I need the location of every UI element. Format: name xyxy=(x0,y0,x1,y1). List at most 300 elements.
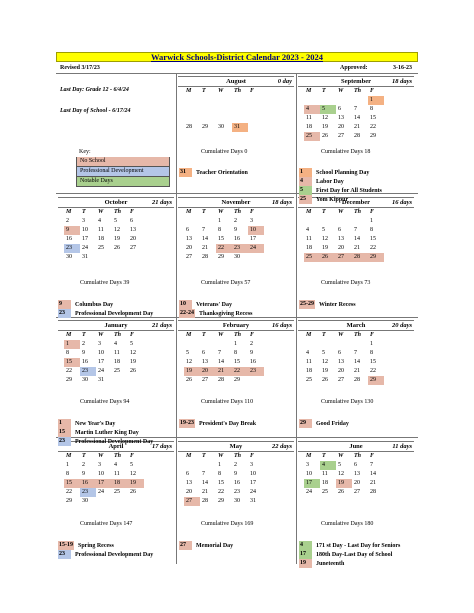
day-cell: 27 xyxy=(354,489,360,495)
day-cell xyxy=(200,96,216,105)
cumulative-days-august: Cumulative Days 0 xyxy=(201,149,248,155)
event-title: Good Friday xyxy=(316,420,349,427)
event-title: Professional Development Day xyxy=(75,551,154,558)
day-cell: 4 xyxy=(306,227,309,233)
day-cell xyxy=(184,96,200,105)
day-cell: 24 xyxy=(250,489,256,495)
day-cell: 16 xyxy=(80,479,96,488)
event-date: 4 xyxy=(299,177,312,186)
day-cell: 27 xyxy=(338,377,344,383)
day-cell xyxy=(304,340,320,349)
month-day-count: 21 days xyxy=(151,199,172,206)
day-cell: 12 xyxy=(322,236,328,242)
day-cell xyxy=(216,105,232,114)
day-cell: 22 xyxy=(232,367,248,376)
day-cell: 11 xyxy=(114,350,120,356)
event-date: 17 xyxy=(299,550,312,559)
day-cell: 12 xyxy=(114,227,120,233)
day-cell xyxy=(232,114,248,123)
event-date: 15 xyxy=(58,428,71,437)
day-cell: 2 xyxy=(82,462,85,468)
event-jun xyxy=(299,559,344,568)
cumulative-days-september: Cumulative Days 18 xyxy=(321,149,371,155)
day-cell: 14 xyxy=(218,359,224,365)
key-notable: Notable Days xyxy=(76,177,170,187)
event-title: Martin Luther King Day xyxy=(75,429,139,436)
day-cell: 28 xyxy=(354,377,360,383)
day-cell: 13 xyxy=(202,359,208,365)
day-cell: 20 xyxy=(186,245,192,251)
event-title: Columbus Day xyxy=(75,301,114,308)
event-date: 23 xyxy=(58,550,71,559)
day-cell: 14 xyxy=(354,236,360,242)
weekday-header: F xyxy=(250,209,255,215)
day-cell: 13 xyxy=(338,359,344,365)
day-cell xyxy=(248,96,264,105)
weekday-header: F xyxy=(370,453,375,459)
day-cell: 14 xyxy=(354,115,360,121)
event-date: 23 xyxy=(58,437,71,446)
month-grid-august xyxy=(184,87,264,132)
day-cell: 14 xyxy=(354,359,360,365)
month-header-january xyxy=(58,320,174,331)
day-cell: 3 xyxy=(98,341,101,347)
day-cell: 19 xyxy=(114,236,120,242)
weekday-header: M xyxy=(306,88,312,94)
day-cell: 10 xyxy=(248,226,264,235)
day-cell: 23 xyxy=(248,367,264,376)
day-cell: 8 xyxy=(370,106,373,112)
day-cell: 19 xyxy=(128,479,144,488)
month-grid-december xyxy=(304,208,384,262)
day-cell xyxy=(216,114,232,123)
day-cell: 23 xyxy=(232,244,248,253)
day-cell: 9 xyxy=(250,350,253,356)
day-cell: 18 xyxy=(306,124,312,130)
event-date: 9 xyxy=(58,300,71,309)
month-name: June xyxy=(349,443,363,450)
event-jun xyxy=(299,550,392,559)
day-cell: 4 xyxy=(320,461,336,470)
event-title: Thanksgiving Recess xyxy=(199,310,253,317)
weekday-header: Th xyxy=(234,88,242,94)
event-date: 22-24 xyxy=(180,310,194,316)
weekday-header: Th xyxy=(114,453,122,459)
day-cell: 25 xyxy=(114,489,120,495)
event-date: 25 xyxy=(299,195,312,204)
month-name: March xyxy=(346,322,366,329)
day-cell: 2 xyxy=(66,218,69,224)
event-title: Professional Development Day xyxy=(75,438,154,445)
key-prof-dev: Professional Development xyxy=(76,167,170,177)
day-cell: 3 xyxy=(306,462,309,468)
weekday-header: Th xyxy=(114,209,122,215)
day-cell: 29 xyxy=(368,253,384,262)
day-cell: 5 xyxy=(130,462,133,468)
event-may xyxy=(179,541,233,550)
month-name: August xyxy=(226,78,246,85)
color-key xyxy=(76,148,170,187)
month-header-september xyxy=(298,76,414,87)
event-title: 180th Day-Last Day of School xyxy=(316,551,393,558)
event-date: 5 xyxy=(299,186,312,195)
approved-date: 3-16-23 xyxy=(393,65,412,71)
day-cell xyxy=(200,114,216,123)
day-cell: 19 xyxy=(130,359,136,365)
weekday-header: Th xyxy=(354,88,362,94)
day-cell: 19 xyxy=(322,124,328,130)
day-cell: 12 xyxy=(338,471,344,477)
day-cell xyxy=(112,497,128,506)
day-cell: 31 xyxy=(82,254,88,260)
month-header-february xyxy=(178,320,294,331)
day-cell: 6 xyxy=(202,350,205,356)
last-day-grade12: Last Day: Grade 12 - 6/4/24 xyxy=(60,87,129,93)
day-cell xyxy=(184,105,200,114)
day-cell xyxy=(184,340,200,349)
event-title: 171 st Day - Last Day for Seniors xyxy=(316,542,401,549)
day-cell xyxy=(320,217,336,226)
day-cell: 21 xyxy=(354,124,360,130)
day-cell: 13 xyxy=(354,471,360,477)
event-feb xyxy=(179,419,256,428)
event-sep xyxy=(299,168,369,177)
day-cell: 11 xyxy=(306,236,312,242)
event-date: 29 xyxy=(299,419,312,428)
day-cell: 30 xyxy=(234,498,240,504)
day-cell: 10 xyxy=(306,471,312,477)
day-cell: 27 xyxy=(184,497,200,506)
day-cell: 20 xyxy=(130,236,136,242)
day-cell: 23 xyxy=(80,367,96,376)
day-cell: 17 xyxy=(96,479,112,488)
day-cell: 8 xyxy=(218,227,221,233)
weekday-header: W xyxy=(218,88,224,94)
day-cell: 25 xyxy=(98,245,104,251)
day-cell: 18 xyxy=(306,368,312,374)
day-cell: 7 xyxy=(354,106,357,112)
day-cell: 22 xyxy=(218,489,224,495)
day-cell: 2 xyxy=(82,341,85,347)
weekday-header: Th xyxy=(234,453,242,459)
month-day-count: 22 days xyxy=(271,443,292,450)
day-cell: 18 xyxy=(98,236,104,242)
day-cell xyxy=(216,340,232,349)
event-nov xyxy=(179,300,232,309)
day-cell: 13 xyxy=(186,236,192,242)
month-grid-march xyxy=(304,331,384,385)
weekday-header: M xyxy=(306,209,312,215)
day-cell xyxy=(248,253,264,262)
day-cell: 22 xyxy=(370,368,376,374)
day-cell: 21 xyxy=(216,367,232,376)
weekday-header: T xyxy=(82,332,86,338)
month-name: February xyxy=(222,322,250,329)
day-cell xyxy=(232,96,248,105)
day-cell: 26 xyxy=(322,377,328,383)
event-apr xyxy=(58,541,114,550)
day-cell xyxy=(336,96,352,105)
day-cell: 13 xyxy=(186,480,192,486)
weekday-header: Th xyxy=(114,332,122,338)
day-cell: 8 xyxy=(370,227,373,233)
day-cell: 26 xyxy=(114,245,120,251)
day-cell: 25 xyxy=(304,253,320,262)
event-title: Juneteenth xyxy=(316,560,345,567)
day-cell: 20 xyxy=(338,368,344,374)
day-cell: 8 xyxy=(370,350,373,356)
day-cell: 30 xyxy=(234,254,240,260)
weekday-header: T xyxy=(202,453,206,459)
day-cell: 16 xyxy=(250,359,256,365)
weekday-header: T xyxy=(202,209,206,215)
month-grid-april xyxy=(64,452,144,506)
month-grid-november xyxy=(184,208,264,262)
day-cell xyxy=(248,123,264,132)
weekday-header: Th xyxy=(354,209,362,215)
day-cell: 21 xyxy=(354,368,360,374)
day-cell: 15 xyxy=(64,479,80,488)
day-cell: 22 xyxy=(66,368,72,374)
day-cell: 30 xyxy=(82,377,88,383)
weekday-header: T xyxy=(322,332,326,338)
day-cell: 29 xyxy=(370,133,376,139)
weekday-header: T xyxy=(82,453,86,459)
day-cell: 29 xyxy=(218,254,224,260)
day-cell: 4 xyxy=(304,105,320,114)
day-cell: 15 xyxy=(370,359,376,365)
weekday-header: M xyxy=(66,209,72,215)
weekday-header: W xyxy=(218,209,224,215)
event-date: 1 xyxy=(299,168,312,177)
day-cell xyxy=(320,96,336,105)
day-cell: 17 xyxy=(98,359,104,365)
day-cell: 15 xyxy=(218,480,224,486)
cumulative-days-january: Cumulative Days 94 xyxy=(80,399,130,405)
day-cell xyxy=(232,105,248,114)
day-cell xyxy=(200,105,216,114)
cumulative-days-december: Cumulative Days 73 xyxy=(321,280,371,286)
month-day-count: 18 days xyxy=(271,199,292,206)
event-title: New Year's Day xyxy=(75,420,116,427)
day-cell xyxy=(216,96,232,105)
month-header-august xyxy=(178,76,294,87)
day-cell: 26 xyxy=(130,489,136,495)
weekday-header: W xyxy=(98,453,104,459)
day-cell: 24 xyxy=(82,245,88,251)
month-grid-september xyxy=(304,87,384,141)
day-cell: 23 xyxy=(64,244,80,253)
day-cell: 16 xyxy=(82,359,88,365)
cumulative-days-may: Cumulative Days 169 xyxy=(201,521,254,527)
day-cell: 11 xyxy=(322,471,328,477)
day-cell: 30 xyxy=(218,124,224,130)
day-cell: 4 xyxy=(114,462,117,468)
day-cell: 15 xyxy=(370,115,376,121)
key-no-school: No School xyxy=(76,157,170,167)
day-cell: 7 xyxy=(218,350,221,356)
day-cell: 27 xyxy=(130,245,136,251)
event-dec xyxy=(299,300,356,309)
day-cell xyxy=(352,340,368,349)
event-date: 19-23 xyxy=(180,420,194,426)
day-cell: 5 xyxy=(130,341,133,347)
day-cell xyxy=(352,217,368,226)
day-cell: 6 xyxy=(130,218,133,224)
day-cell: 28 xyxy=(202,254,208,260)
day-cell: 7 xyxy=(202,471,205,477)
day-cell: 16 xyxy=(66,236,72,242)
event-title: School Planning Day xyxy=(316,169,370,176)
day-cell xyxy=(320,340,336,349)
weekday-header: F xyxy=(250,332,255,338)
day-cell: 21 xyxy=(202,489,208,495)
month-day-count: 0 day xyxy=(277,78,292,85)
weekday-header: F xyxy=(130,332,135,338)
day-cell xyxy=(336,340,352,349)
weekday-header: M xyxy=(66,332,72,338)
day-cell: 28 xyxy=(354,133,360,139)
day-cell: 22 xyxy=(66,489,72,495)
day-cell: 8 xyxy=(66,471,69,477)
day-cell xyxy=(200,217,216,226)
day-cell: 22 xyxy=(216,244,232,253)
day-cell: 19 xyxy=(322,245,328,251)
day-cell: 7 xyxy=(354,227,357,233)
day-cell xyxy=(112,253,128,262)
day-cell: 2 xyxy=(250,341,253,347)
day-cell: 29 xyxy=(368,376,384,385)
day-cell xyxy=(200,461,216,470)
weekday-header: M xyxy=(186,332,192,338)
event-date: 15-19 xyxy=(59,542,73,548)
event-jan xyxy=(58,437,153,446)
day-cell: 28 xyxy=(186,124,192,130)
event-date: 1 xyxy=(58,419,71,428)
event-title: Winter Recess xyxy=(319,301,356,308)
month-name: May xyxy=(229,443,243,450)
day-cell: 26 xyxy=(320,253,336,262)
event-aug xyxy=(179,168,248,177)
day-cell: 14 xyxy=(370,471,376,477)
day-cell xyxy=(304,96,320,105)
day-cell: 5 xyxy=(114,218,117,224)
day-cell xyxy=(96,497,112,506)
revised-date: Revised 3/17/23 xyxy=(60,65,100,71)
month-name: April xyxy=(108,443,124,450)
weekday-header: W xyxy=(338,453,344,459)
event-date: 31 xyxy=(179,168,192,177)
month-grid-february xyxy=(184,331,264,385)
day-cell: 29 xyxy=(66,498,72,504)
day-cell: 19 xyxy=(336,479,352,488)
weekday-header: F xyxy=(250,453,255,459)
day-cell: 7 xyxy=(202,227,205,233)
day-cell xyxy=(184,217,200,226)
day-cell xyxy=(128,497,144,506)
day-cell: 10 xyxy=(250,471,256,477)
cumulative-days-june: Cumulative Days 180 xyxy=(321,521,374,527)
weekday-header: M xyxy=(306,453,312,459)
key-label: Key: xyxy=(79,149,91,155)
day-cell xyxy=(96,253,112,262)
day-cell xyxy=(128,253,144,262)
day-cell: 12 xyxy=(186,359,192,365)
day-cell: 11 xyxy=(306,115,312,121)
day-cell: 27 xyxy=(336,253,352,262)
event-date: 10 xyxy=(179,300,192,309)
day-cell: 18 xyxy=(306,245,312,251)
event-title: Professional Development Day xyxy=(75,310,154,317)
day-cell: 28 xyxy=(202,498,208,504)
month-grid-october xyxy=(64,208,144,262)
day-cell: 23 xyxy=(234,489,240,495)
day-cell: 25 xyxy=(322,489,328,495)
day-cell: 19 xyxy=(322,368,328,374)
day-cell: 30 xyxy=(66,254,72,260)
weekday-header: F xyxy=(370,209,375,215)
day-cell: 4 xyxy=(306,350,309,356)
day-cell: 13 xyxy=(130,227,136,233)
month-name: October xyxy=(104,199,128,206)
weekday-header: W xyxy=(338,332,344,338)
event-jan xyxy=(58,419,115,428)
day-cell: 9 xyxy=(234,471,237,477)
weekday-header: T xyxy=(82,209,86,215)
day-cell xyxy=(184,114,200,123)
day-cell: 1 xyxy=(368,96,384,105)
day-cell: 21 xyxy=(354,245,360,251)
day-cell: 3 xyxy=(98,462,101,468)
event-date: 23 xyxy=(58,309,71,318)
day-cell: 12 xyxy=(130,471,136,477)
event-date: 27 xyxy=(179,541,192,550)
day-cell: 8 xyxy=(234,350,237,356)
month-name: December xyxy=(341,199,371,206)
month-name: September xyxy=(341,78,371,85)
month-grid-june xyxy=(304,452,384,497)
day-cell: 26 xyxy=(322,133,328,139)
day-cell: 3 xyxy=(250,462,253,468)
event-title: Veterans' Day xyxy=(196,301,232,308)
weekday-header: F xyxy=(130,453,135,459)
day-cell: 1 xyxy=(370,218,373,224)
day-cell xyxy=(184,461,200,470)
day-cell: 8 xyxy=(218,471,221,477)
weekday-header: W xyxy=(338,209,344,215)
day-cell: 31 xyxy=(250,498,256,504)
cumulative-days-november: Cumulative Days 57 xyxy=(201,280,251,286)
day-cell: 5 xyxy=(320,105,336,114)
event-jan xyxy=(58,428,139,437)
day-cell xyxy=(248,376,264,385)
day-cell: 6 xyxy=(338,227,341,233)
day-cell: 25 xyxy=(306,377,312,383)
weekday-header: W xyxy=(338,88,344,94)
day-cell xyxy=(248,114,264,123)
day-cell: 12 xyxy=(130,350,136,356)
cumulative-days-march: Cumulative Days 130 xyxy=(321,399,374,405)
last-day-school: Last Day of School - 6/17/24 xyxy=(60,108,131,114)
day-cell: 24 xyxy=(98,489,104,495)
day-cell xyxy=(248,105,264,114)
day-cell: 19 xyxy=(184,367,200,376)
calendar-title: Warwick Schools-District Calendar 2023 - 2024 xyxy=(56,52,418,62)
day-cell: 1 xyxy=(370,341,373,347)
day-cell: 20 xyxy=(186,489,192,495)
day-cell: 6 xyxy=(186,227,189,233)
cumulative-days-october: Cumulative Days 39 xyxy=(80,280,130,286)
